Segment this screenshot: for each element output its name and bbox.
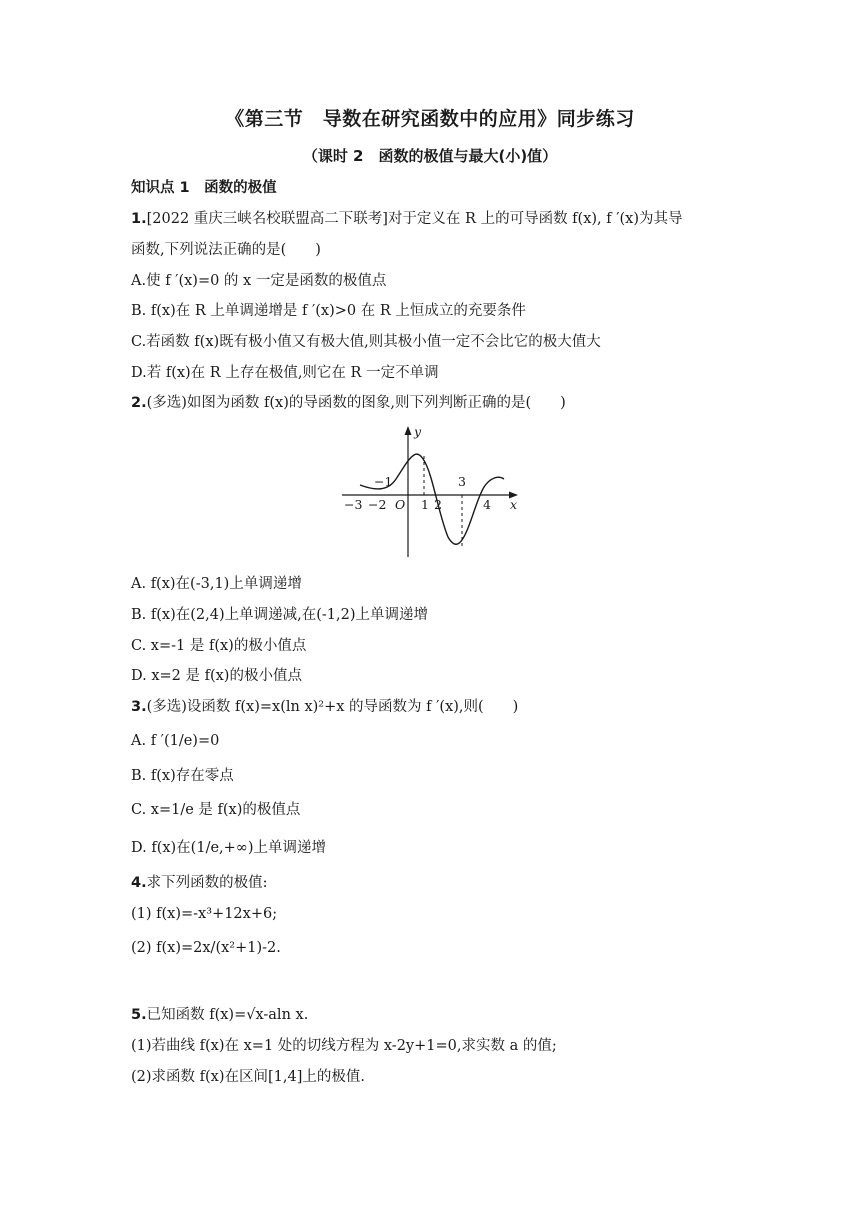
- x-axis-label: x: [510, 497, 518, 512]
- q4-number: 4.: [131, 875, 147, 891]
- q2-number: 2.: [131, 395, 147, 411]
- y-axis-arrow-icon: [405, 426, 412, 435]
- q3-stem-text: (多选)设函数 f(x)=x(ln x)²+x 的导函数为 f ′(x),则( ): [146, 699, 519, 715]
- q1-number: 1.: [131, 211, 147, 227]
- q3-stem: [131, 697, 518, 717]
- q4-part1: (1) f(x)=-x³+12x+6;: [131, 906, 278, 922]
- q2-option-d: D. x=2 是 f(x)的极小值点: [131, 668, 302, 684]
- q3-option-c: C. x=1/e 是 f(x)的极值点: [131, 802, 301, 818]
- tick-label-1: 1: [421, 497, 429, 512]
- q1-option-a: A.使 f ′(x)=0 的 x 一定是函数的极值点: [131, 273, 387, 289]
- tick-label-2: 2: [434, 497, 442, 512]
- q3-option-d: D. f(x)在(1/e,+∞)上单调递增: [131, 840, 327, 856]
- q1-stem-text: [2022 重庆三峡名校联盟高二下联考]对于定义在 R 上的可导函数 f(x), f ′(x)为其导: [146, 211, 683, 227]
- q2-option-b: B. f(x)在(2,4)上单调递减,在(-1,2)上单调递增: [131, 607, 428, 623]
- q5-number: 5.: [131, 1007, 147, 1023]
- q1-stem-line1: [131, 209, 683, 229]
- q4-stem: [131, 873, 268, 893]
- q2-option-c: C. x=-1 是 f(x)的极小值点: [131, 638, 307, 654]
- q2-option-a: A. f(x)在(-3,1)上单调递增: [131, 576, 302, 592]
- section-heading: 知识点 1 函数的极值: [131, 180, 277, 196]
- q1-option-d: D.若 f(x)在 R 上存在极值,则它在 R 一定不单调: [131, 365, 439, 381]
- tick-label-4: 4: [483, 497, 491, 512]
- q5-stem-text: 已知函数 f(x)=√x-aln x.: [146, 1007, 309, 1023]
- tick-label-neg1: −1: [374, 474, 393, 489]
- derivative-graph: [338, 423, 523, 561]
- tick-label-neg3: −3: [344, 497, 363, 512]
- tick-label-neg2: −2: [368, 497, 387, 512]
- q5-part1: (1)若曲线 f(x)在 x=1 处的切线方程为 x-2y+1=0,求实数 a 的值;: [131, 1038, 557, 1054]
- q3-option-b: B. f(x)存在零点: [131, 768, 234, 784]
- page-subtitle: （课时 2 函数的极值与最大(小)值）: [302, 147, 558, 165]
- q2-stem: [131, 393, 566, 413]
- q4-part2: (2) f(x)=2x/(x²+1)-2.: [131, 940, 281, 956]
- q1-option-c: C.若函数 f(x)既有极小值又有极大值,则其极小值一定不会比它的极大值大: [131, 334, 601, 350]
- origin-label: O: [395, 497, 406, 512]
- q3-option-a: A. f ′(1/e)=0: [131, 733, 220, 749]
- q1-stem-line2: 函数,下列说法正确的是( ): [131, 242, 321, 258]
- q5-stem: [131, 1005, 308, 1025]
- q3-number: 3.: [131, 699, 147, 715]
- page-title: 《第三节 导数在研究函数中的应用》同步练习: [225, 108, 635, 130]
- q5-part2: (2)求函数 f(x)在区间[1,4]上的极值.: [131, 1069, 365, 1085]
- q2-stem-text: (多选)如图为函数 f(x)的导函数的图象,则下列判断正确的是( ): [146, 395, 566, 411]
- tick-label-3: 3: [458, 474, 466, 489]
- y-axis-label: y: [414, 424, 422, 439]
- q4-stem-text: 求下列函数的极值:: [146, 875, 268, 891]
- q1-option-b: B. f(x)在 R 上单调递增是 f ′(x)>0 在 R 上恒成立的充要条件: [131, 303, 526, 319]
